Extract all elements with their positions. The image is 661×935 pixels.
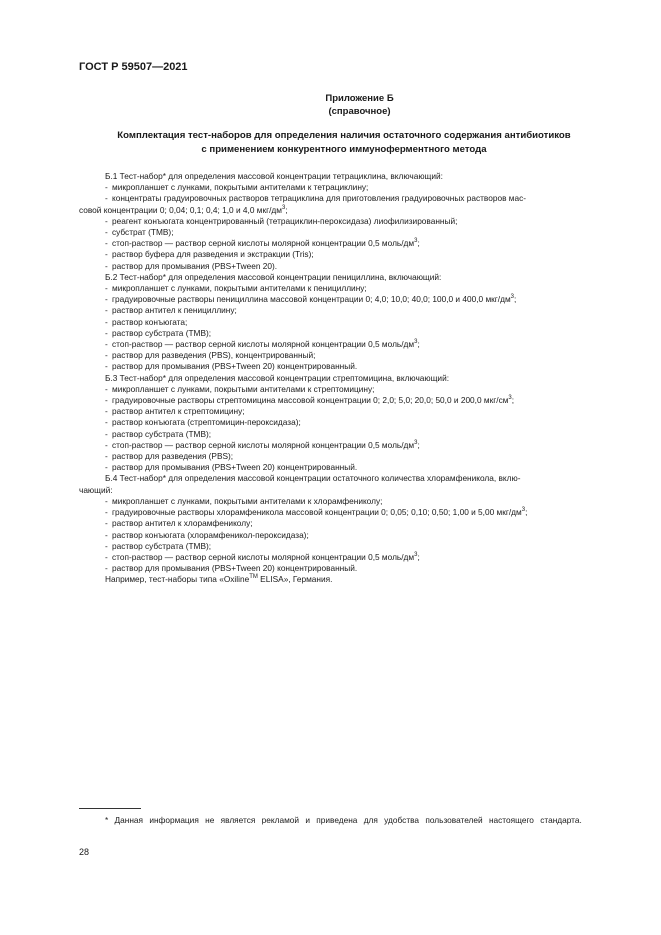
list-item bbox=[79, 193, 616, 204]
list-item-text: раствор для промывания (PBS+Tween 20) концентрированный. bbox=[112, 361, 358, 372]
list-dash: - bbox=[105, 451, 108, 462]
list-item bbox=[79, 294, 616, 305]
list-item-text: совой концентрации 0; 0,04; 0,1; 0,4; 1,0 и 4,0 мкг/дм bbox=[79, 204, 282, 215]
list-item-text: микропланшет с лунками, покрытыми антителами к стрептомицину; bbox=[112, 383, 375, 394]
punctuation: ; bbox=[511, 395, 515, 406]
list-item-text: микропланшет с лунками, покрытыми антителами к хлорамфениколу; bbox=[112, 495, 383, 506]
list-item bbox=[79, 317, 616, 328]
list-item-text: раствор антител к пенициллину; bbox=[112, 305, 237, 316]
list-item bbox=[79, 541, 616, 552]
footnote-divider bbox=[79, 808, 141, 809]
superscript: 3 bbox=[414, 339, 418, 346]
list-dash: - bbox=[105, 383, 108, 394]
list-item-continuation bbox=[79, 205, 616, 216]
standard-code: ГОСТ Р 59507—2021 bbox=[79, 61, 188, 73]
list-item-text: раствор буфера для разведения и экстракции (Tris); bbox=[112, 249, 314, 260]
list-item-text: концентраты градуировочных растворов тетрациклина для приготовления градуировочных растворов мас- bbox=[112, 193, 527, 204]
list-item-text: стоп-раствор — раствор серной кислоты молярной концентрации 0,5 моль/дм bbox=[112, 439, 415, 450]
list-item bbox=[79, 384, 616, 395]
list-item-text: градуировочные растворы хлорамфеникола массовой концентрации 0; 0,05; 0,10; 0,50; 1,00 и 5,00 мкг/дм bbox=[112, 507, 522, 518]
list-dash: - bbox=[105, 563, 108, 574]
list-dash: - bbox=[105, 406, 108, 417]
list-dash: - bbox=[105, 361, 108, 372]
list-dash: - bbox=[105, 260, 108, 271]
title-line-1: Комплектация тест-наборов для определения наличия остаточного содержания антибиотиков bbox=[117, 130, 571, 141]
list-item bbox=[79, 496, 616, 507]
list-item bbox=[79, 305, 616, 316]
punctuation: ; bbox=[285, 204, 288, 215]
list-item-text: градуировочные растворы стрептомицина массовой концентрации 0; 2,0; 5,0; 20,0; 50,0 и 200,0 мкг/см bbox=[112, 395, 509, 406]
list-item-text: раствор субстрата (ТМВ); bbox=[112, 428, 212, 439]
list-item bbox=[79, 406, 616, 417]
superscript: 3 bbox=[510, 294, 514, 301]
list-item bbox=[79, 462, 616, 473]
list-item-text: раствор для разведения (PBS); bbox=[112, 451, 234, 462]
punctuation: ; bbox=[417, 439, 420, 450]
superscript: 3 bbox=[281, 204, 286, 211]
list-dash: - bbox=[105, 417, 108, 428]
list-dash: - bbox=[105, 294, 108, 305]
section-b3-intro: Б.3 Тест-набор* для определения массовой концентрации стрептомицина, включающий: bbox=[105, 372, 450, 383]
section-b4-intro-continuation: чающий: bbox=[79, 484, 113, 495]
list-item bbox=[79, 227, 616, 238]
list-dash: - bbox=[105, 395, 108, 406]
list-item-text: раствор для промывания (PBS+Tween 20) концентрированный. bbox=[112, 563, 358, 574]
list-item-text: градуировочные растворы пенициллина массовой концентрации 0; 4,0; 10,0; 40,0; 100,0 и 400,0 мкг/дм bbox=[112, 294, 511, 305]
example-text: Например, тест-наборы типа «Oxiline bbox=[105, 574, 250, 585]
list-item bbox=[79, 563, 616, 574]
list-dash: - bbox=[105, 327, 108, 338]
list-item-text: раствор для промывания (PBS+Tween 20) концентрированный. bbox=[112, 462, 358, 473]
list-item bbox=[79, 530, 616, 541]
list-dash: - bbox=[105, 462, 108, 473]
list-item-text: раствор субстрата (ТМВ); bbox=[112, 327, 212, 338]
list-dash: - bbox=[105, 428, 108, 439]
list-dash: - bbox=[105, 529, 108, 540]
list-item bbox=[79, 249, 616, 260]
list-item bbox=[79, 328, 616, 339]
document-body bbox=[79, 171, 616, 586]
list-item bbox=[79, 429, 616, 440]
appendix-heading bbox=[0, 92, 661, 118]
list-dash: - bbox=[105, 540, 108, 551]
superscript: 3 bbox=[521, 507, 526, 514]
list-item-text: раствор конъюгата (стрептомицин-пероксидаза); bbox=[112, 417, 301, 428]
list-item bbox=[79, 507, 616, 518]
list-dash: - bbox=[105, 339, 108, 350]
superscript: 3 bbox=[414, 238, 418, 245]
list-item bbox=[79, 361, 616, 372]
list-dash: - bbox=[105, 227, 108, 238]
punctuation: ; bbox=[417, 551, 420, 562]
list-dash: - bbox=[105, 182, 108, 193]
footnote: * Данная информация не является рекламой и приведена для удобства пользователей настоящего стандарта. bbox=[105, 815, 582, 825]
list-item bbox=[79, 350, 616, 361]
superscript: 3 bbox=[414, 552, 418, 559]
list-item bbox=[79, 552, 616, 563]
list-item-text: раствор антител к стрептомицину; bbox=[112, 406, 245, 417]
section-b1-intro: Б.1 Тест-набор* для определения массовой концентрации тетрациклина, включающий: bbox=[105, 171, 443, 181]
punctuation: ; bbox=[525, 507, 528, 518]
list-item-text: раствор антител к хлорамфениколу; bbox=[112, 518, 253, 529]
list-item-text: стоп-раствор — раствор серной кислоты молярной концентрации 0,5 моль/дм bbox=[112, 238, 415, 249]
title-line-2: с применением конкурентного иммуноферментного метода bbox=[201, 144, 487, 155]
list-item-text: реагент конъюгата концентрированный (тетрациклин-пероксидаза) лиофилизированный; bbox=[112, 215, 458, 226]
example-paragraph bbox=[79, 574, 616, 585]
list-item bbox=[79, 451, 616, 462]
punctuation: ; bbox=[417, 339, 420, 350]
list-dash: - bbox=[105, 283, 108, 294]
list-item-text: раствор для разведения (PBS), концентрированный; bbox=[112, 350, 316, 361]
list-item bbox=[79, 238, 616, 249]
list-dash: - bbox=[105, 507, 108, 518]
list-item-text: раствор конъюгата (хлорамфеникол-пероксидаза); bbox=[112, 529, 309, 540]
list-dash: - bbox=[105, 439, 108, 450]
superscript: 3 bbox=[414, 440, 418, 447]
list-item-text: стоп-раствор — раствор серной кислоты молярной концентрации 0,5 моль/дм bbox=[112, 339, 415, 350]
section-b4-intro: Б.4 Тест-набор* для определения массовой концентрации остаточного количества хлорамфеникола, вклю- bbox=[105, 473, 521, 484]
appendix-title bbox=[74, 129, 614, 157]
list-item bbox=[79, 283, 616, 294]
list-item-text: микропланшет с лунками, покрытыми антителами к тетрациклину; bbox=[112, 182, 369, 193]
list-dash: - bbox=[105, 495, 108, 506]
list-dash: - bbox=[105, 551, 108, 562]
list-item bbox=[79, 518, 616, 529]
list-item bbox=[79, 261, 616, 272]
punctuation: ; bbox=[514, 294, 517, 305]
list-dash: - bbox=[105, 193, 108, 204]
list-item-text: микропланшет с лунками, покрытыми антителами к пенициллину; bbox=[112, 283, 367, 294]
list-item bbox=[79, 182, 616, 193]
list-dash: - bbox=[105, 238, 108, 249]
example-text-end: ELISA», Германия. bbox=[257, 574, 333, 585]
page-number: 28 bbox=[79, 847, 90, 857]
list-item bbox=[79, 417, 616, 428]
list-item-text: раствор конъюгата; bbox=[112, 316, 188, 327]
list-dash: - bbox=[105, 215, 108, 226]
superscript: 3 bbox=[508, 395, 512, 402]
list-item-text: раствор для промывания (PBS+Tween 20). bbox=[112, 260, 278, 271]
punctuation: ; bbox=[417, 238, 420, 249]
list-item bbox=[79, 440, 616, 451]
section-b2-intro: Б.2 Тест-набор* для определения массовой концентрации пенициллина, включающий: bbox=[105, 271, 442, 282]
list-dash: - bbox=[105, 305, 108, 316]
list-dash: - bbox=[105, 316, 108, 327]
appendix-type: (справочное) bbox=[328, 106, 391, 117]
list-dash: - bbox=[105, 249, 108, 260]
trademark-superscript: TM bbox=[249, 574, 258, 581]
list-item-text: субстрат (ТМВ); bbox=[112, 227, 174, 238]
list-item-text: раствор субстрата (ТМВ); bbox=[112, 540, 212, 551]
list-item-text: стоп-раствор — раствор серной кислоты молярной концентрации 0,5 моль/дм bbox=[112, 551, 415, 562]
list-item bbox=[79, 395, 616, 406]
list-item bbox=[79, 216, 616, 227]
list-dash: - bbox=[105, 350, 108, 361]
list-dash: - bbox=[105, 518, 108, 529]
appendix-label: Приложение Б bbox=[325, 93, 394, 104]
list-item bbox=[79, 339, 616, 350]
